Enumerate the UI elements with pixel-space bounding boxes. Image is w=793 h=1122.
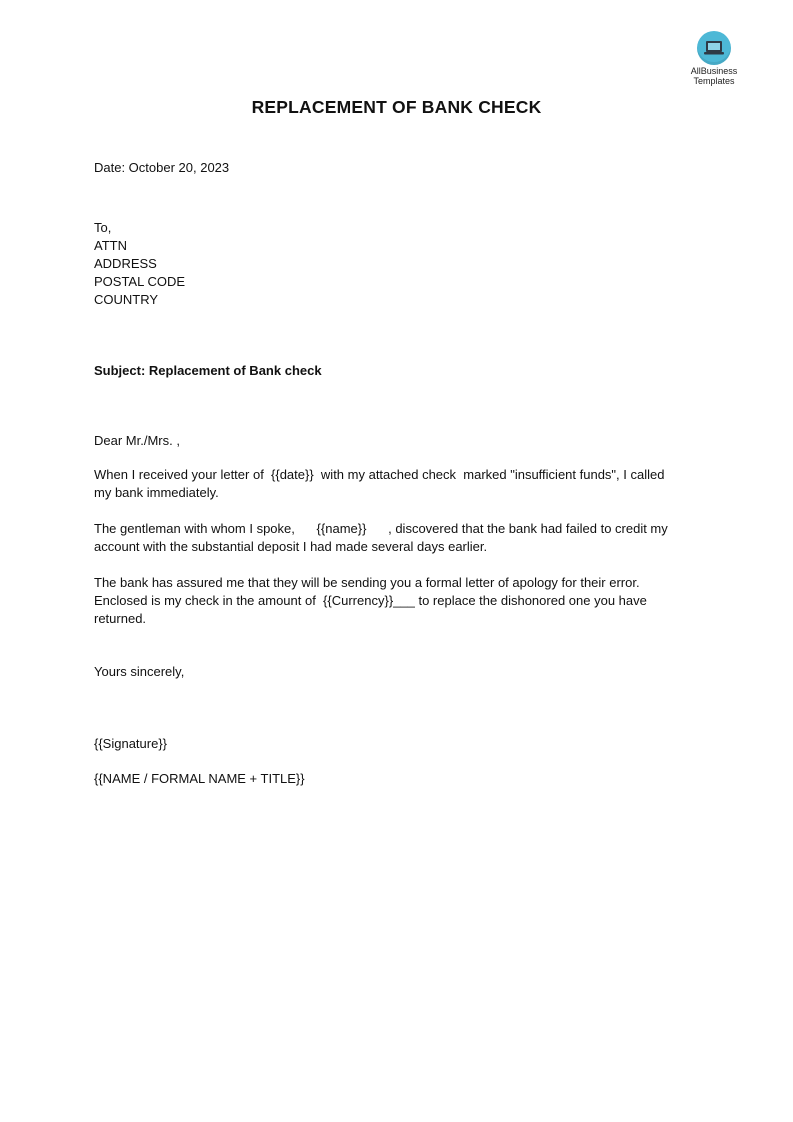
paragraph-line: returned.: [94, 611, 147, 626]
date-line: [94, 159, 694, 177]
recipient-address: [94, 219, 694, 309]
subject-text: Subject: Replacement of Bank check: [94, 363, 322, 378]
paragraph-line: When I received your letter of {{date}} with my attached check marked "insufficient funds", I called: [94, 467, 665, 482]
salutation-text: Dear Mr./Mrs. ,: [94, 433, 180, 448]
name-title: [94, 770, 694, 788]
address-line: POSTAL CODE: [94, 274, 186, 289]
paragraph-3: [94, 574, 694, 628]
address-line: ADDRESS: [94, 256, 157, 271]
salutation: [94, 432, 694, 450]
closing: [94, 663, 694, 681]
paragraph-line: The gentleman with whom I spoke, {{name}} , discovered that the bank had failed to credit my: [94, 521, 668, 536]
closing-text: Yours sincerely,: [94, 664, 185, 679]
paragraph-line: The bank has assured me that they will be sending you a formal letter of apology for their error.: [94, 575, 640, 590]
brand-logo: [682, 31, 746, 86]
address-line: To,: [94, 220, 112, 235]
paragraph-line: Enclosed is my check in the amount of {{Currency}}___ to replace the dishonored one you have: [94, 593, 647, 608]
paragraph-1: [94, 466, 694, 502]
address-line: COUNTRY: [94, 292, 159, 307]
signature: [94, 735, 694, 753]
logo-text-line1: AllBusiness: [690, 66, 738, 76]
subject-line: [94, 362, 694, 380]
date-text: Date: October 20, 2023: [94, 160, 230, 175]
paragraph-line: my bank immediately.: [94, 485, 219, 500]
signature-placeholder: {{Signature}}: [94, 736, 168, 751]
paragraph-line: account with the substantial deposit I had made several days earlier.: [94, 539, 488, 554]
logo-text-line2: Templates: [693, 75, 735, 86]
address-line: ATTN: [94, 238, 127, 253]
laptop-icon: [697, 31, 731, 65]
document-title: REPLACEMENT OF BANK CHECK: [251, 97, 542, 117]
name-title-placeholder: {{NAME / FORMAL NAME + TITLE}}: [94, 771, 305, 786]
paragraph-2: [94, 520, 694, 556]
